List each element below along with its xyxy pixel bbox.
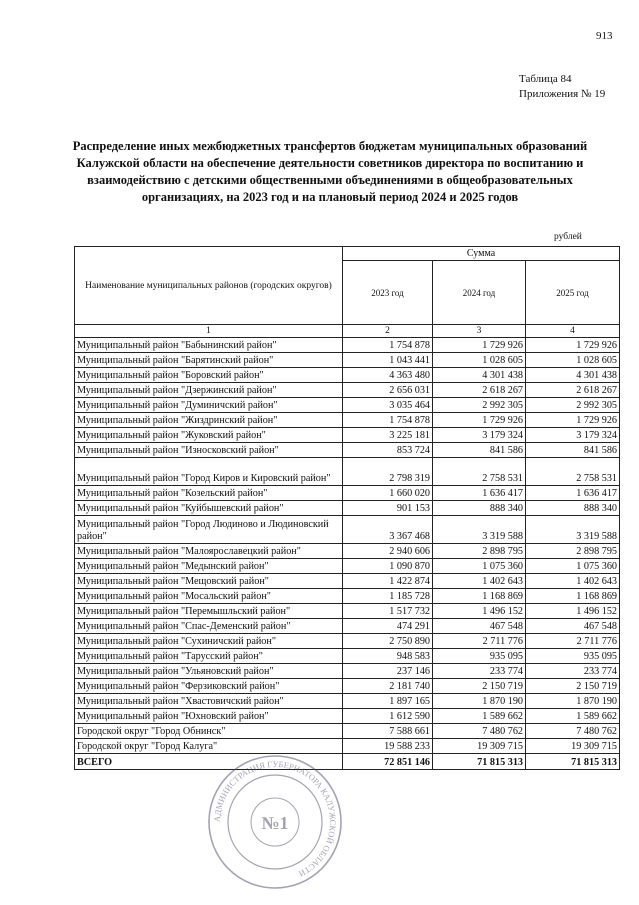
district-name: Муниципальный район "Барятинский район": [75, 353, 343, 368]
district-name: Муниципальный район "Думиничский район": [75, 398, 343, 413]
units-label: рублей: [554, 232, 582, 242]
table-row: [75, 694, 620, 709]
amount-2025: 4 301 438: [526, 368, 620, 383]
amount-2024: 1 075 360: [433, 559, 526, 574]
district-name: Муниципальный район "Дзержинский район": [75, 383, 343, 398]
amount-2025: 1 496 152: [526, 604, 620, 619]
header-year-2024: 2024 год: [433, 261, 526, 325]
table-row: [75, 501, 620, 516]
district-name: Муниципальный район "Город Людиново и Людиновский район": [75, 516, 343, 544]
table-row: [75, 486, 620, 501]
amount-2024: 2 711 776: [433, 634, 526, 649]
amount-2024: 2 992 305: [433, 398, 526, 413]
amount-2023: 1 660 020: [343, 486, 433, 501]
district-name: Городской округ "Город Калуга": [75, 739, 343, 754]
table-caption: [519, 72, 605, 102]
amount-2023: 1 897 165: [343, 694, 433, 709]
amount-2023: 7 588 661: [343, 724, 433, 739]
amount-2024: 2 150 719: [433, 679, 526, 694]
district-name: Муниципальный район "Жиздринский район": [75, 413, 343, 428]
amount-2023: 2 656 031: [343, 383, 433, 398]
allocation-table: [74, 246, 620, 770]
table-row: [75, 458, 620, 486]
district-name: Муниципальный район "Перемышльский район": [75, 604, 343, 619]
amount-2025: 2 618 267: [526, 383, 620, 398]
amount-2024: 1 729 926: [433, 338, 526, 353]
column-index: 2: [343, 325, 433, 338]
amount-2025: 1 075 360: [526, 559, 620, 574]
amount-2024: 1 870 190: [433, 694, 526, 709]
amount-2025: 1 028 605: [526, 353, 620, 368]
district-name: Муниципальный район "Хвастовичский район": [75, 694, 343, 709]
district-name: Муниципальный район "Козельский район": [75, 486, 343, 501]
table-row: [75, 619, 620, 634]
amount-2023: 1 754 878: [343, 338, 433, 353]
amount-2025: 1 402 643: [526, 574, 620, 589]
table-row: [75, 428, 620, 443]
table-row: [75, 574, 620, 589]
table-row: [75, 679, 620, 694]
district-name: Муниципальный район "Ульяновский район": [75, 664, 343, 679]
column-index: 1: [75, 325, 343, 338]
amount-2023: 3 367 468: [343, 516, 433, 544]
official-seal-stamp: [205, 752, 345, 892]
amount-2025: 1 870 190: [526, 694, 620, 709]
amount-2025: 19 309 715: [526, 739, 620, 754]
amount-2025: 2 758 531: [526, 458, 620, 486]
amount-2023: 1 517 732: [343, 604, 433, 619]
table-row: [75, 544, 620, 559]
district-name: Муниципальный район "Боровский район": [75, 368, 343, 383]
amount-2023: 237 146: [343, 664, 433, 679]
district-name: Муниципальный район "Ферзиковский район": [75, 679, 343, 694]
header-year-2025: 2025 год: [526, 261, 620, 325]
header-name-column: Наименование муниципальных районов (городских округов): [75, 247, 343, 325]
amount-2024: 888 340: [433, 501, 526, 516]
amount-2024: 4 301 438: [433, 368, 526, 383]
amount-2024: 19 309 715: [433, 739, 526, 754]
amount-2023: 3 035 464: [343, 398, 433, 413]
table-number: Таблица 84: [519, 73, 572, 85]
amount-2024: 2 898 795: [433, 544, 526, 559]
table-row: [75, 368, 620, 383]
table-row: [75, 604, 620, 619]
table-row: [75, 413, 620, 428]
amount-2024: 1 496 152: [433, 604, 526, 619]
amount-2025: 935 095: [526, 649, 620, 664]
amount-2023: 1 754 878: [343, 413, 433, 428]
amount-2023: 948 583: [343, 649, 433, 664]
amount-2024: 233 774: [433, 664, 526, 679]
amount-2023: 1 612 590: [343, 709, 433, 724]
amount-2023: 1 422 874: [343, 574, 433, 589]
table-row: [75, 338, 620, 353]
column-index: 4: [526, 325, 620, 338]
amount-2025: 2 992 305: [526, 398, 620, 413]
amount-2025: 888 340: [526, 501, 620, 516]
amount-2025: 1 729 926: [526, 413, 620, 428]
column-index: 3: [433, 325, 526, 338]
amount-2023: 2 940 606: [343, 544, 433, 559]
amount-2023: 4 363 480: [343, 368, 433, 383]
amount-2024: 841 586: [433, 443, 526, 458]
amount-2024: 1 589 662: [433, 709, 526, 724]
table-body: [75, 338, 620, 754]
district-name: Муниципальный район "Куйбышевский район": [75, 501, 343, 516]
seal-ring-text: АДМИНИСТРАЦИЯ ГУБЕРНАТОРА КАЛУЖСКОЙ ОБЛАСТИ: [211, 758, 339, 880]
amount-2025: 1 589 662: [526, 709, 620, 724]
amount-2024: 3 179 324: [433, 428, 526, 443]
table-row: [75, 634, 620, 649]
district-name: Муниципальный район "Тарусский район": [75, 649, 343, 664]
amount-2023: 2 181 740: [343, 679, 433, 694]
amount-2024: 1 729 926: [433, 413, 526, 428]
district-name: Муниципальный район "Малоярославецкий район": [75, 544, 343, 559]
document-title: Распределение иных межбюджетных трансфертов бюджетам муниципальных образований Калужской области на обеспечение деятельности советников директора по воспитанию и взаимодействию с детскими общественными объединениями в общеобразовательных организациях, на 2023 год и на плановый период 2024 и 2025 годов: [72, 139, 588, 204]
district-name: Муниципальный район "Спас-Деменский район": [75, 619, 343, 634]
amount-2023: 19 588 233: [343, 739, 433, 754]
amount-2024: 3 319 588: [433, 516, 526, 544]
amount-2025: 3 319 588: [526, 516, 620, 544]
seal-number: №1: [261, 813, 289, 833]
district-name: Муниципальный район "Износковский район": [75, 443, 343, 458]
amount-2024: 2 758 531: [433, 458, 526, 486]
amount-2024: 2 618 267: [433, 383, 526, 398]
district-name: Муниципальный район "Сухиничский район": [75, 634, 343, 649]
amount-2025: 2 150 719: [526, 679, 620, 694]
header-sum: Сумма: [343, 247, 620, 261]
amount-2025: 841 586: [526, 443, 620, 458]
total-label: ВСЕГО: [75, 754, 343, 770]
amount-2024: 467 548: [433, 619, 526, 634]
district-name: Муниципальный район "Мещовский район": [75, 574, 343, 589]
district-name: Муниципальный район "Жуковский район": [75, 428, 343, 443]
district-name: Муниципальный район "Мосальский район": [75, 589, 343, 604]
amount-2025: 467 548: [526, 619, 620, 634]
amount-2023: 1 043 441: [343, 353, 433, 368]
amount-2023: 1 090 870: [343, 559, 433, 574]
total-2025: 71 815 313: [526, 754, 620, 770]
amount-2025: 2 711 776: [526, 634, 620, 649]
table-row: [75, 589, 620, 604]
header-year-2023: 2023 год: [343, 261, 433, 325]
amount-2024: 935 095: [433, 649, 526, 664]
amount-2023: 3 225 181: [343, 428, 433, 443]
table-row: [75, 398, 620, 413]
amount-2023: 2 798 319: [343, 458, 433, 486]
amount-2025: 233 774: [526, 664, 620, 679]
amount-2023: 474 291: [343, 619, 433, 634]
table-row: [75, 709, 620, 724]
amount-2025: 1 729 926: [526, 338, 620, 353]
district-name: Муниципальный район "Бабынинский район": [75, 338, 343, 353]
amount-2023: 853 724: [343, 443, 433, 458]
total-2024: 71 815 313: [433, 754, 526, 770]
amount-2024: 1 168 869: [433, 589, 526, 604]
amount-2025: 3 179 324: [526, 428, 620, 443]
table-row: [75, 353, 620, 368]
table-row: [75, 664, 620, 679]
total-row: [75, 754, 620, 770]
amount-2024: 1 636 417: [433, 486, 526, 501]
amount-2023: 2 750 890: [343, 634, 433, 649]
amount-2025: 2 898 795: [526, 544, 620, 559]
district-name: Муниципальный район "Город Киров и Кировский район": [75, 458, 343, 486]
district-name: Городской округ "Город Обнинск": [75, 724, 343, 739]
amount-2025: 1 168 869: [526, 589, 620, 604]
table-row: [75, 443, 620, 458]
amount-2024: 7 480 762: [433, 724, 526, 739]
district-name: Муниципальный район "Медынский район": [75, 559, 343, 574]
amount-2024: 1 028 605: [433, 353, 526, 368]
table-row: [75, 739, 620, 754]
total-2023: 72 851 146: [343, 754, 433, 770]
table-row: [75, 516, 620, 544]
table-row: [75, 649, 620, 664]
table-row: [75, 559, 620, 574]
amount-2025: 7 480 762: [526, 724, 620, 739]
appendix-number: Приложения № 19: [519, 88, 606, 100]
district-name: Муниципальный район "Юхновский район": [75, 709, 343, 724]
amount-2023: 901 153: [343, 501, 433, 516]
table-row: [75, 383, 620, 398]
amount-2025: 1 636 417: [526, 486, 620, 501]
amount-2023: 1 185 728: [343, 589, 433, 604]
svg-text:АДМИНИСТРАЦИЯ ГУБЕРНАТОРА КАЛУ: [212, 759, 338, 879]
amount-2024: 1 402 643: [433, 574, 526, 589]
table-row: [75, 724, 620, 739]
page-number: 913: [596, 30, 613, 42]
